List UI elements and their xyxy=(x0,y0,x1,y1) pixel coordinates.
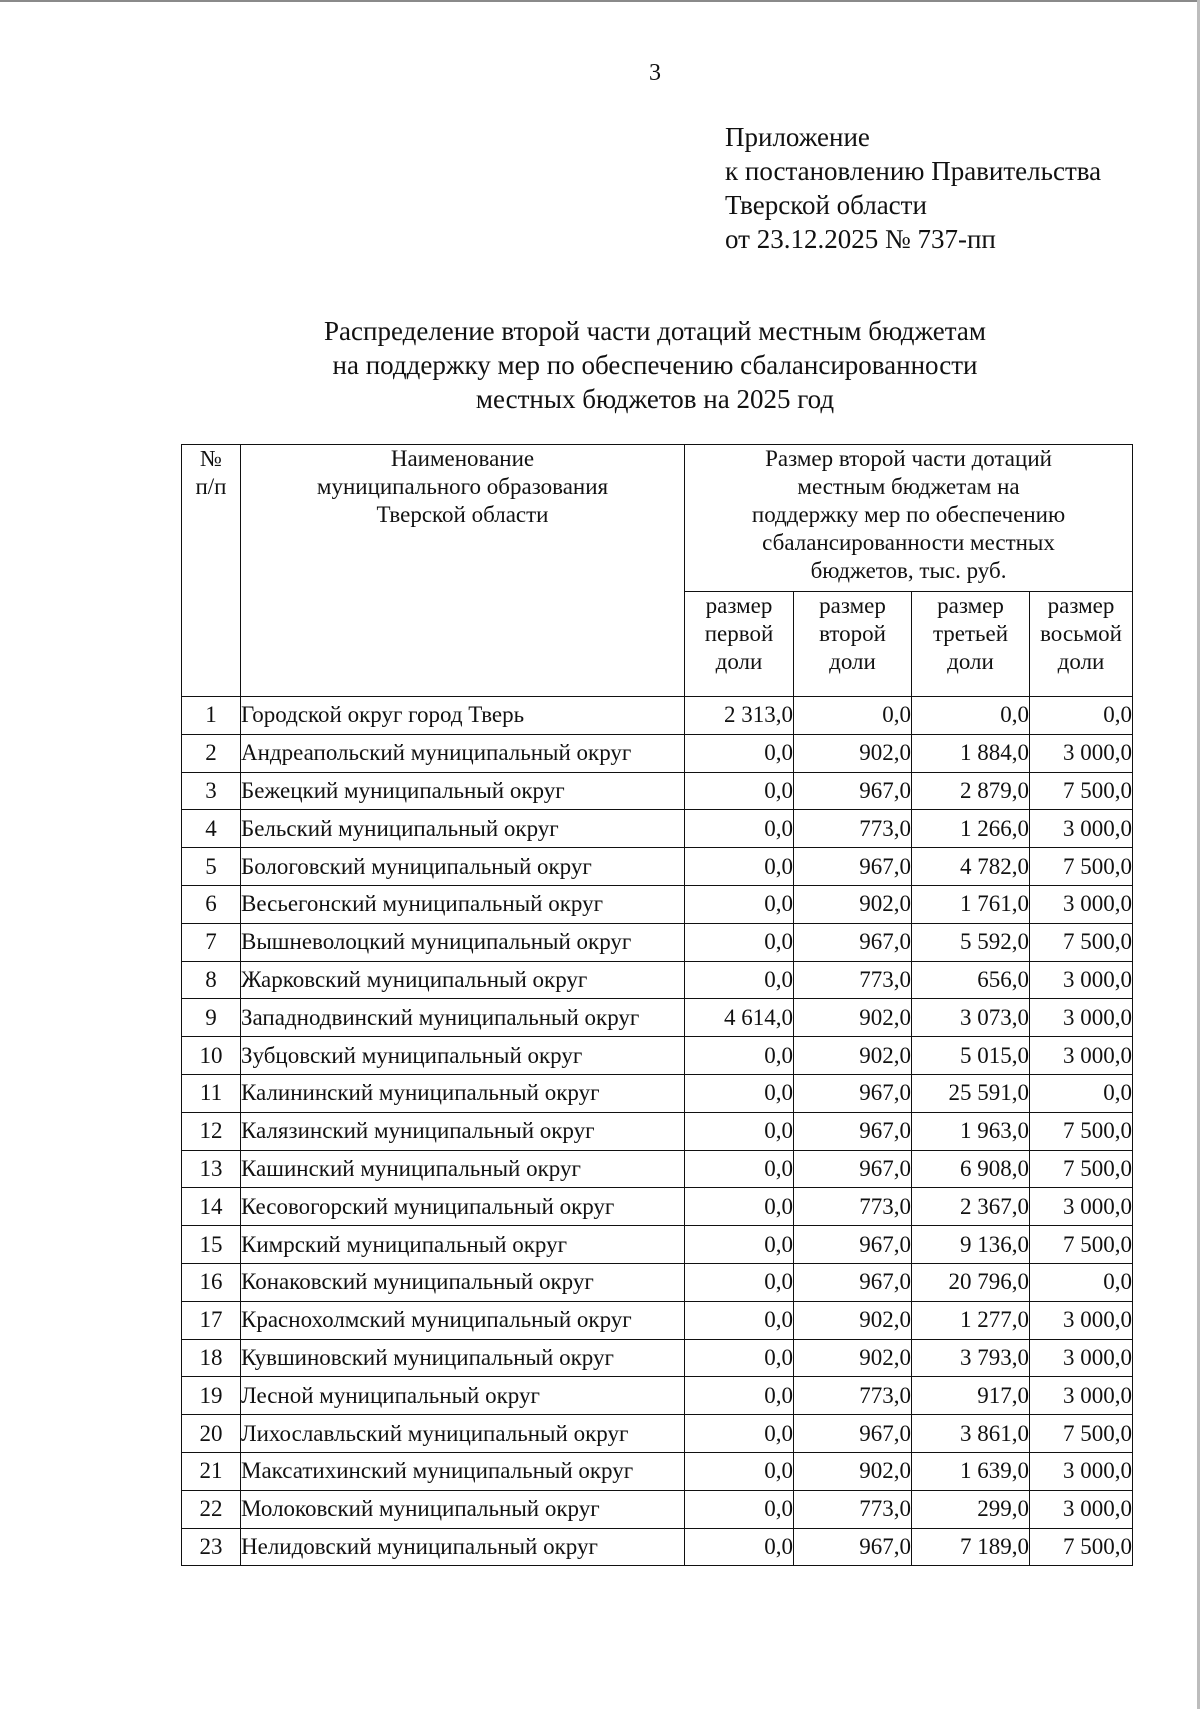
share-second-cell: 967,0 xyxy=(794,1415,912,1453)
municipality-name-cell: Жарковский муниципальный округ xyxy=(241,961,685,999)
share-first-cell: 0,0 xyxy=(685,848,794,886)
share-first-cell: 0,0 xyxy=(685,1226,794,1264)
table-row xyxy=(182,1377,1133,1415)
share-first-cell: 0,0 xyxy=(685,810,794,848)
municipality-name-cell: Бежецкий муниципальный округ xyxy=(241,772,685,810)
row-number-cell: 6 xyxy=(182,885,241,923)
share-third-cell: 3 073,0 xyxy=(912,999,1030,1037)
table-row xyxy=(182,1301,1133,1339)
share-third-cell: 5 015,0 xyxy=(912,1037,1030,1075)
share-second-cell: 902,0 xyxy=(794,1339,912,1377)
share-second-cell: 773,0 xyxy=(794,1188,912,1226)
row-number-cell: 2 xyxy=(182,734,241,772)
municipality-name-cell: Лесной муниципальный округ xyxy=(241,1377,685,1415)
share-eighth-cell: 3 000,0 xyxy=(1030,1452,1133,1490)
share-first-cell: 0,0 xyxy=(685,1339,794,1377)
share-second-cell: 967,0 xyxy=(794,1150,912,1188)
share-second-cell: 773,0 xyxy=(794,1377,912,1415)
share-first-cell: 4 614,0 xyxy=(685,999,794,1037)
header-share-third: размер третьей доли xyxy=(912,592,1030,697)
share-second-cell: 967,0 xyxy=(794,1528,912,1566)
title-line: местных бюджетов на 2025 год xyxy=(475,384,835,414)
share-third-cell: 7 189,0 xyxy=(912,1528,1030,1566)
share-eighth-cell: 3 000,0 xyxy=(1030,1301,1133,1339)
share-second-cell: 773,0 xyxy=(794,1490,912,1528)
document-title xyxy=(180,314,1130,416)
row-number-cell: 22 xyxy=(182,1490,241,1528)
municipality-name-cell: Максатихинский муниципальный округ xyxy=(241,1452,685,1490)
share-eighth-cell: 0,0 xyxy=(1030,1074,1133,1112)
table-body xyxy=(182,697,1133,1566)
share-third-cell: 4 782,0 xyxy=(912,848,1030,886)
share-second-cell: 967,0 xyxy=(794,848,912,886)
table-row xyxy=(182,1112,1133,1150)
share-first-cell: 0,0 xyxy=(685,1528,794,1566)
row-number-cell: 19 xyxy=(182,1377,241,1415)
appendix-line: к постановлению Правительства xyxy=(725,156,1102,186)
municipality-name-cell: Краснохолмский муниципальный округ xyxy=(241,1301,685,1339)
share-eighth-cell: 3 000,0 xyxy=(1030,885,1133,923)
table-row xyxy=(182,848,1133,886)
table-row xyxy=(182,1490,1133,1528)
share-eighth-cell: 3 000,0 xyxy=(1030,1188,1133,1226)
share-third-cell: 1 761,0 xyxy=(912,885,1030,923)
table-row xyxy=(182,1226,1133,1264)
row-number-cell: 21 xyxy=(182,1452,241,1490)
table-row xyxy=(182,961,1133,999)
share-eighth-cell: 7 500,0 xyxy=(1030,923,1133,961)
share-first-cell: 0,0 xyxy=(685,1301,794,1339)
appendix-note xyxy=(725,120,1101,256)
share-eighth-cell: 3 000,0 xyxy=(1030,1377,1133,1415)
subsidy-table xyxy=(181,444,1133,1566)
municipality-name-cell: Кашинский муниципальный округ xyxy=(241,1150,685,1188)
share-third-cell: 0,0 xyxy=(912,697,1030,735)
share-second-cell: 773,0 xyxy=(794,961,912,999)
share-third-cell: 656,0 xyxy=(912,961,1030,999)
share-second-cell: 773,0 xyxy=(794,810,912,848)
share-first-cell: 0,0 xyxy=(685,1415,794,1453)
table-row xyxy=(182,772,1133,810)
municipality-name-cell: Кимрский муниципальный округ xyxy=(241,1226,685,1264)
row-number-cell: 7 xyxy=(182,923,241,961)
table-row xyxy=(182,1263,1133,1301)
header-subsidy-group: Размер второй части дотаций местным бюджетам на поддержку мер по обеспечению сбалансированности местных бюджетов, тыс. руб. xyxy=(685,445,1133,592)
table-row xyxy=(182,1339,1133,1377)
header-share-second: размер второй доли xyxy=(794,592,912,697)
table-row xyxy=(182,885,1133,923)
share-eighth-cell: 0,0 xyxy=(1030,697,1133,735)
share-first-cell: 0,0 xyxy=(685,885,794,923)
share-eighth-cell: 7 500,0 xyxy=(1030,1226,1133,1264)
share-eighth-cell: 7 500,0 xyxy=(1030,772,1133,810)
share-first-cell: 0,0 xyxy=(685,1452,794,1490)
table-row xyxy=(182,1415,1133,1453)
share-eighth-cell: 3 000,0 xyxy=(1030,734,1133,772)
share-second-cell: 967,0 xyxy=(794,1263,912,1301)
row-number-cell: 14 xyxy=(182,1188,241,1226)
table-row xyxy=(182,923,1133,961)
share-first-cell: 0,0 xyxy=(685,1150,794,1188)
municipality-name-cell: Молоковский муниципальный округ xyxy=(241,1490,685,1528)
table-row xyxy=(182,697,1133,735)
row-number-cell: 1 xyxy=(182,697,241,735)
share-first-cell: 0,0 xyxy=(685,1074,794,1112)
share-second-cell: 967,0 xyxy=(794,772,912,810)
share-second-cell: 902,0 xyxy=(794,1452,912,1490)
share-third-cell: 1 277,0 xyxy=(912,1301,1030,1339)
share-third-cell: 1 266,0 xyxy=(912,810,1030,848)
row-number-cell: 8 xyxy=(182,961,241,999)
municipality-name-cell: Лихославльский муниципальный округ xyxy=(241,1415,685,1453)
share-first-cell: 0,0 xyxy=(685,772,794,810)
row-number-cell: 16 xyxy=(182,1263,241,1301)
appendix-line: Приложение xyxy=(725,122,870,152)
share-second-cell: 967,0 xyxy=(794,923,912,961)
share-third-cell: 20 796,0 xyxy=(912,1263,1030,1301)
share-third-cell: 25 591,0 xyxy=(912,1074,1030,1112)
appendix-line: Тверской области xyxy=(725,190,927,220)
table-row xyxy=(182,1150,1133,1188)
row-number-cell: 23 xyxy=(182,1528,241,1566)
share-third-cell: 1 639,0 xyxy=(912,1452,1030,1490)
municipality-name-cell: Андреапольский муниципальный округ xyxy=(241,734,685,772)
share-eighth-cell: 7 500,0 xyxy=(1030,1150,1133,1188)
row-number-cell: 13 xyxy=(182,1150,241,1188)
share-first-cell: 0,0 xyxy=(685,1490,794,1528)
share-second-cell: 967,0 xyxy=(794,1112,912,1150)
municipality-name-cell: Весьегонский муниципальный округ xyxy=(241,885,685,923)
row-number-cell: 3 xyxy=(182,772,241,810)
share-eighth-cell: 0,0 xyxy=(1030,1263,1133,1301)
row-number-cell: 10 xyxy=(182,1037,241,1075)
header-share-first: размер первой доли xyxy=(685,592,794,697)
municipality-name-cell: Зубцовский муниципальный округ xyxy=(241,1037,685,1075)
table-header-row xyxy=(182,445,1133,592)
share-first-cell: 0,0 xyxy=(685,1263,794,1301)
share-first-cell: 0,0 xyxy=(685,1037,794,1075)
table-row xyxy=(182,1528,1133,1566)
share-eighth-cell: 3 000,0 xyxy=(1030,1490,1133,1528)
share-third-cell: 2 367,0 xyxy=(912,1188,1030,1226)
share-second-cell: 902,0 xyxy=(794,999,912,1037)
share-second-cell: 902,0 xyxy=(794,1301,912,1339)
share-third-cell: 3 861,0 xyxy=(912,1415,1030,1453)
share-third-cell: 6 908,0 xyxy=(912,1150,1030,1188)
scan-top-edge xyxy=(0,0,1200,2)
row-number-cell: 12 xyxy=(182,1112,241,1150)
share-third-cell: 1 884,0 xyxy=(912,734,1030,772)
share-first-cell: 0,0 xyxy=(685,1188,794,1226)
appendix-line: от 23.12.2025 № 737-пп xyxy=(725,224,996,254)
table-row xyxy=(182,810,1133,848)
share-third-cell: 2 879,0 xyxy=(912,772,1030,810)
municipality-name-cell: Вышневолоцкий муниципальный округ xyxy=(241,923,685,961)
title-line: Распределение второй части дотаций местным бюджетам xyxy=(324,316,986,346)
share-third-cell: 9 136,0 xyxy=(912,1226,1030,1264)
share-eighth-cell: 3 000,0 xyxy=(1030,1339,1133,1377)
share-first-cell: 0,0 xyxy=(685,734,794,772)
municipality-name-cell: Бельский муниципальный округ xyxy=(241,810,685,848)
share-eighth-cell: 7 500,0 xyxy=(1030,848,1133,886)
title-line: на поддержку мер по обеспечению сбалансированности xyxy=(332,350,978,380)
municipality-name-cell: Кувшиновский муниципальный округ xyxy=(241,1339,685,1377)
share-second-cell: 0,0 xyxy=(794,697,912,735)
share-eighth-cell: 7 500,0 xyxy=(1030,1112,1133,1150)
municipality-name-cell: Нелидовский муниципальный округ xyxy=(241,1528,685,1566)
share-eighth-cell: 3 000,0 xyxy=(1030,1037,1133,1075)
row-number-cell: 11 xyxy=(182,1074,241,1112)
row-number-cell: 9 xyxy=(182,999,241,1037)
municipality-name-cell: Калининский муниципальный округ xyxy=(241,1074,685,1112)
table-row xyxy=(182,1188,1133,1226)
share-second-cell: 967,0 xyxy=(794,1074,912,1112)
table-row xyxy=(182,1074,1133,1112)
share-third-cell: 299,0 xyxy=(912,1490,1030,1528)
table-row xyxy=(182,1452,1133,1490)
share-second-cell: 902,0 xyxy=(794,734,912,772)
row-number-cell: 5 xyxy=(182,848,241,886)
share-second-cell: 902,0 xyxy=(794,885,912,923)
share-third-cell: 3 793,0 xyxy=(912,1339,1030,1377)
header-num-column: № п/п xyxy=(182,445,241,697)
header-name-column: Наименование муниципального образования Тверской области xyxy=(241,445,685,697)
share-first-cell: 2 313,0 xyxy=(685,697,794,735)
share-third-cell: 1 963,0 xyxy=(912,1112,1030,1150)
share-eighth-cell: 7 500,0 xyxy=(1030,1528,1133,1566)
share-third-cell: 5 592,0 xyxy=(912,923,1030,961)
municipality-name-cell: Бологовский муниципальный округ xyxy=(241,848,685,886)
row-number-cell: 18 xyxy=(182,1339,241,1377)
municipality-name-cell: Кесовогорский муниципальный округ xyxy=(241,1188,685,1226)
share-second-cell: 902,0 xyxy=(794,1037,912,1075)
table-row xyxy=(182,734,1133,772)
share-eighth-cell: 3 000,0 xyxy=(1030,810,1133,848)
municipality-name-cell: Городской округ город Тверь xyxy=(241,697,685,735)
table-row xyxy=(182,999,1133,1037)
share-first-cell: 0,0 xyxy=(685,1377,794,1415)
share-first-cell: 0,0 xyxy=(685,1112,794,1150)
table-row xyxy=(182,1037,1133,1075)
row-number-cell: 20 xyxy=(182,1415,241,1453)
row-number-cell: 4 xyxy=(182,810,241,848)
share-first-cell: 0,0 xyxy=(685,961,794,999)
row-number-cell: 15 xyxy=(182,1226,241,1264)
municipality-name-cell: Конаковский муниципальный округ xyxy=(241,1263,685,1301)
municipality-name-cell: Западнодвинский муниципальный округ xyxy=(241,999,685,1037)
share-first-cell: 0,0 xyxy=(685,923,794,961)
share-eighth-cell: 3 000,0 xyxy=(1030,999,1133,1037)
share-eighth-cell: 7 500,0 xyxy=(1030,1415,1133,1453)
page-number: 3 xyxy=(649,60,661,86)
share-second-cell: 967,0 xyxy=(794,1226,912,1264)
row-number-cell: 17 xyxy=(182,1301,241,1339)
share-eighth-cell: 3 000,0 xyxy=(1030,961,1133,999)
share-third-cell: 917,0 xyxy=(912,1377,1030,1415)
municipality-name-cell: Калязинский муниципальный округ xyxy=(241,1112,685,1150)
header-share-eighth: размер восьмой доли xyxy=(1030,592,1133,697)
